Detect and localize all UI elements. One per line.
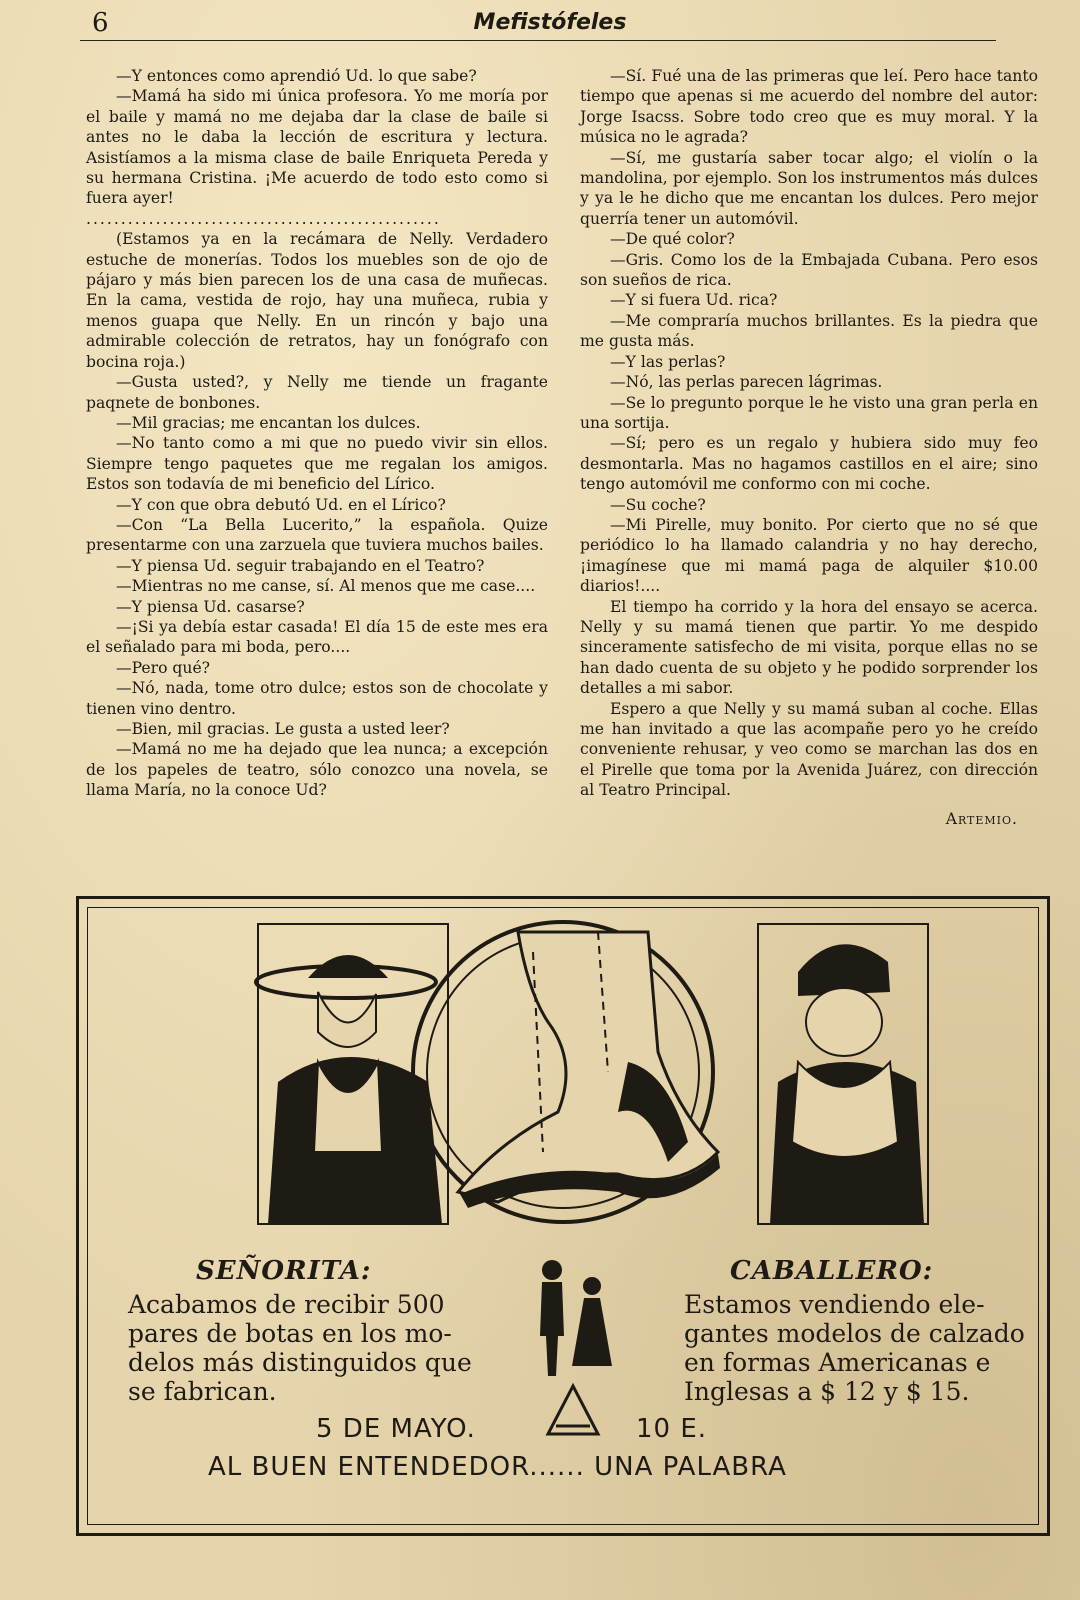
advertisement-slogan: AL BUEN ENTENDEDOR...... UNA PALABRA bbox=[208, 1452, 787, 1482]
text-line: pares de botas en los mo- bbox=[128, 1319, 452, 1348]
paragraph: —Y si fuera Ud. rica? bbox=[610, 291, 778, 310]
paragraph: —Y las perlas? bbox=[610, 352, 726, 371]
paragraph: —Sí; pero es un regalo y hubiera sido muy feo desmontarla. Mas no hagamos castillos en el aire; sino tengo automóvil me conformo con mi coche. bbox=[580, 434, 1038, 494]
section-separator-dots: ................................................... bbox=[86, 209, 441, 228]
store-address-number: 10 E. bbox=[636, 1414, 708, 1444]
paragraph: —Y con que obra debutó Ud. en el Lírico? bbox=[116, 495, 446, 514]
paragraph: —Mamá no me ha dejado que lea nunca; a excepción de los papeles de teatro, sólo conozco una novela, se llama María, no la conoce Ud? bbox=[86, 740, 548, 800]
paragraph: —Mamá ha sido mi única profesora. Yo me moría por el baile y mamá no me dejaba dar la clase de baile si antes no le daba la lección de escritura y lectura. Asistíamos a la misma clase de baile Enriqueta Pereda y su hermana Cristina. ¡Me acuerdo de todo esto como si fuera ayer! bbox=[86, 87, 548, 208]
text-line: gantes modelos de calzado bbox=[684, 1319, 1025, 1348]
paragraph: —Mientras no me canse, sí. Al menos que me case.... bbox=[116, 577, 536, 596]
text-line: delos más distinguidos que bbox=[128, 1348, 472, 1377]
paragraph: —¡Si ya debía estar casada! El día 15 de este mes era el señalado para mi boda, pero.... bbox=[86, 617, 548, 657]
text-line: Estamos vendiendo ele- bbox=[684, 1290, 985, 1319]
paragraph: —Gris. Como los de la Embajada Cubana. Pero esos son sueños de rica. bbox=[580, 250, 1038, 290]
header-rule bbox=[80, 40, 996, 41]
paragraph: Espero a que Nelly y su mamá suban al coche. Ellas me han invitado a que las acompañe pero yo he creído conveniente rehusar, y veo como se marchan las dos en el Pirelle que toma por la Avenida Juárez, con dirección al Teatro Principal. bbox=[580, 699, 1038, 800]
advertisement-inner-border bbox=[87, 907, 1039, 1525]
text-line: en formas Americanas e bbox=[684, 1348, 991, 1377]
couple-figure-logo bbox=[528, 1256, 618, 1440]
paragraph: —Con “La Bella Lucerito,” la española. Quize presentarme con una zarzuela que tuviera muchos bailes. bbox=[86, 515, 548, 555]
page-number: 6 bbox=[92, 8, 109, 38]
caballero-heading: CABALLERO: bbox=[730, 1256, 934, 1286]
paragraph: —Nó, nada, tome otro dulce; estos son de chocolate y tienen vino dentro. bbox=[86, 679, 548, 718]
article-right-column bbox=[580, 66, 1038, 829]
paragraph: —Sí. Fué una de las primeras que leí. Pero hace tanto tiempo que apenas si me acuerdo del nombre del autor: Jorge Isacss. Sobre todo creo que es muy moral. Y la música no le agrada? bbox=[580, 67, 1038, 147]
senorita-text bbox=[128, 1290, 472, 1406]
store-address-street: 5 DE MAYO. bbox=[316, 1414, 476, 1444]
paragraph: El tiempo ha corrido y la hora del ensayo se acerca. Nelly y su mamá tienen que partir. Yo me despido sinceramente satisfecho de mi visita, porque ellas no se han dado cuenta de su objeto y he podido sorprender los detalles a mi sabor. bbox=[580, 597, 1038, 698]
running-head: Mefistófeles bbox=[473, 10, 627, 35]
text-line: Inglesas a $ 12 y $ 15. bbox=[684, 1377, 970, 1406]
text-line: se fabrican. bbox=[128, 1377, 277, 1406]
paragraph: —De qué color? bbox=[610, 230, 735, 249]
paragraph: —Sí, me gustaría saber tocar algo; el violín o la mandolina, por ejemplo. Son los instrumentos más dulces y ya le he dicho que me encantan los dulces. Pero mejor querría tener un automóvil. bbox=[580, 148, 1038, 228]
senorita-heading: SEÑORITA: bbox=[196, 1256, 372, 1286]
paragraph: —Me compraría muchos brillantes. Es la piedra que me gusta más. bbox=[580, 311, 1038, 351]
paragraph: —Mil gracias; me encantan los dulces. bbox=[116, 413, 421, 432]
shoe-illustration bbox=[198, 912, 938, 1238]
paragraph: —Y piensa Ud. casarse? bbox=[116, 597, 305, 616]
paragraph: —No tanto como a mi que no puedo vivir sin ellos. Siempre tengo paquetes que me regalan los amigos. Estos son todavía de mi beneficio del Lírico. bbox=[86, 434, 548, 494]
paragraph: —Bien, mil gracias. Le gusta a usted leer? bbox=[116, 720, 450, 738]
text-line: Acabamos de recibir 500 bbox=[128, 1290, 445, 1319]
paragraph: —Mi Pirelle, muy bonito. Por cierto que no sé que periódico lo ha llamado calandria y no hay derecho, ¡imagínese que mi mamá paga de alquiler $10.00 diarios!.... bbox=[580, 515, 1038, 596]
author-signature: Artemio. bbox=[945, 809, 1018, 828]
paragraph: —Su coche? bbox=[610, 495, 706, 514]
paragraph: —Nó, las perlas parecen lágrimas. bbox=[610, 373, 883, 392]
paragraph: —Gusta usted?, y Nelly me tiende un fragante paqnete de bonbones. bbox=[86, 373, 548, 412]
caballero-text bbox=[684, 1290, 1025, 1406]
paragraph: —Pero qué? bbox=[116, 658, 211, 677]
paragraph: (Estamos ya en la recámara de Nelly. Verdadero estuche de monerías. Todos los muebles son de ojo de pájaro y más bien parecen los de una casa de muñecas. En la cama, vestida de rojo, hay una muñeca, rubia y menos guapa que Nelly. En un rincón y bajo una admirable colección de retratos, hay un fonógrafo con bocina roja.) bbox=[86, 230, 548, 371]
paragraph: —Y entonces como aprendió Ud. lo que sabe? bbox=[116, 67, 477, 85]
paragraph: —Y piensa Ud. seguir trabajando en el Teatro? bbox=[116, 556, 485, 575]
shoe-store-advertisement bbox=[76, 896, 1050, 1536]
paragraph: —Se lo pregunto porque le he visto una gran perla en una sortija. bbox=[580, 393, 1038, 432]
article-left-column bbox=[86, 66, 548, 801]
